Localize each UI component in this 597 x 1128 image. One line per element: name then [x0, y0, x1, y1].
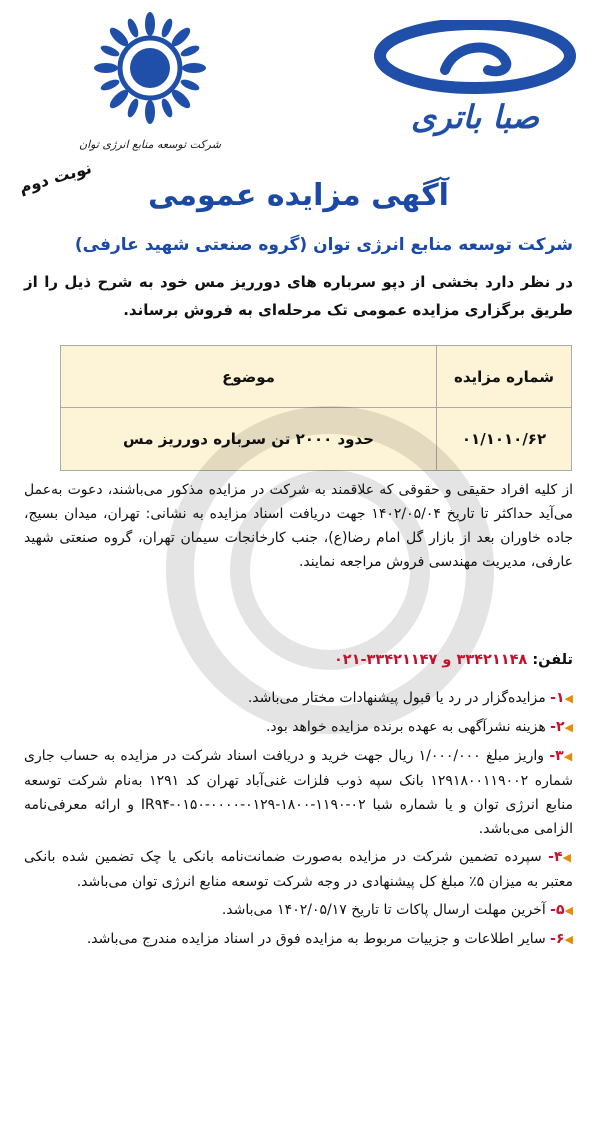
header-auction-number: شماره مزایده: [453, 367, 555, 386]
description-text: از کلیه افراد حقیقی و حقوقی که علاقمند به شرکت در مزایده مذکور می‌باشند، دعوت به‌عمل می‌آید حداکثر تا تاریخ ۱۴۰۲/۰۵/۰۴ جهت دریافت اسناد مزایده به نشانی: تهران، میدان بسیج، جاده خاوران بعد از بازار گل امام رضا(ع)، جنب کارخانجات سیمان تهران، گروه صنعتی شهید عارفی، مدیریت مهندسی فروش مراجعه نمایند.: [24, 482, 573, 570]
item-text: آخرین مهلت ارسال پاکات تا تاریخ ۱۴۰۲/۰۵/۱۷ می‌باشد.: [221, 902, 546, 918]
auction-table: [60, 345, 572, 471]
bullet-triangle-icon: ◀: [562, 851, 574, 864]
list-item: [24, 744, 573, 841]
list-item: [24, 845, 573, 894]
header-subject: موضوع: [222, 367, 275, 386]
page-title: آگهی مزایده عمومی: [148, 178, 449, 213]
round-label: نوبت دوم: [16, 158, 94, 197]
company-emblem-icon: [70, 6, 230, 166]
list-item: [24, 715, 573, 740]
bullet-triangle-icon: ◀: [564, 721, 573, 734]
item-text: هزینه نشرآگهی به عهده برنده مزایده خواهد بود.: [265, 719, 546, 735]
item-text: مزایده‌گزار در رد یا قبول پیشنهادات مختار می‌باشد.: [247, 690, 546, 706]
bullet-triangle-icon: ◀: [563, 750, 573, 763]
bullet-triangle-icon: ◀: [564, 692, 573, 705]
right-logo-text: صبا باتری: [411, 98, 539, 136]
item-text: سپرده تضمین شرکت در مزایده به‌صورت ضمانت‌نامه بانکی یا چک تضمین شده بانکی معتبر به میزان ۵٪ مبلغ کل پیشنهادی در وجه شرکت توسعه منابع انرژی توان می‌باشد.: [24, 849, 573, 890]
item-number: ۳-: [549, 748, 564, 764]
intro-text: در نظر دارد بخشی از دپو سرباره های دورریز مس خود به شرح ذیل را از طریق برگزاری مزایده عمومی تک مرحله‌ای به فروش برساند.: [24, 273, 573, 319]
table-row: [61, 408, 571, 469]
table-header-row: [61, 346, 571, 408]
list-item: [24, 898, 573, 923]
left-logo-text: شرکت توسعه منابع انرژی توان: [79, 138, 221, 151]
item-number: ۶-: [550, 931, 565, 947]
item-text: واریز مبلغ ۱/۰۰۰/۰۰۰ ریال جهت خرید و دریافت اسناد شرکت در مزایده به حساب جاری شماره ۱۲۹۱۸۰۰۱۱۹۰۰۲ بانک سپه ذوب فلزات غنی‌آباد تهران کد ۱۲۹۱ به‌نام شرکت توسعه منابع انرژی توان و یا شماره شبا ۰۲-۱۱۹۰-۱۸۰۰-۰۱۲۹-۰۰۰۰-۰۱۵۰-IR۹۴ و ارائه معرفی‌نامه الزامی می‌باشد.: [24, 748, 573, 837]
brand-logo-icon: [360, 20, 590, 140]
item-number: ۲-: [550, 719, 565, 735]
company-name: شرکت توسعه منابع انرژی توان (گروه صنعتی شهید عارفی): [74, 235, 573, 255]
phone-numbers: ۳۳۴۲۱۱۴۸ و ۳۳۴۲۱۱۴۷-۰۲۱: [333, 652, 528, 668]
conditions-list: [24, 686, 573, 956]
auction-number: ۰۱/۱۰۱۰/۶۲: [461, 429, 547, 448]
auction-subject: حدود ۲۰۰۰ تن سرباره دورریز مس: [123, 429, 374, 448]
item-text: سایر اطلاعات و جزییات مربوط به مزایده فوق در اسناد مزایده مندرج می‌باشد.: [86, 931, 546, 947]
item-number: ۵-: [550, 902, 565, 918]
bullet-triangle-icon: ◀: [564, 933, 573, 946]
phone-line: [24, 652, 573, 668]
item-number: ۴-: [548, 849, 563, 865]
item-number: ۱-: [550, 690, 565, 706]
list-item: [24, 927, 573, 952]
bullet-triangle-icon: ◀: [564, 904, 573, 917]
list-item: [24, 686, 573, 711]
phone-label: تلفن:: [532, 652, 573, 668]
